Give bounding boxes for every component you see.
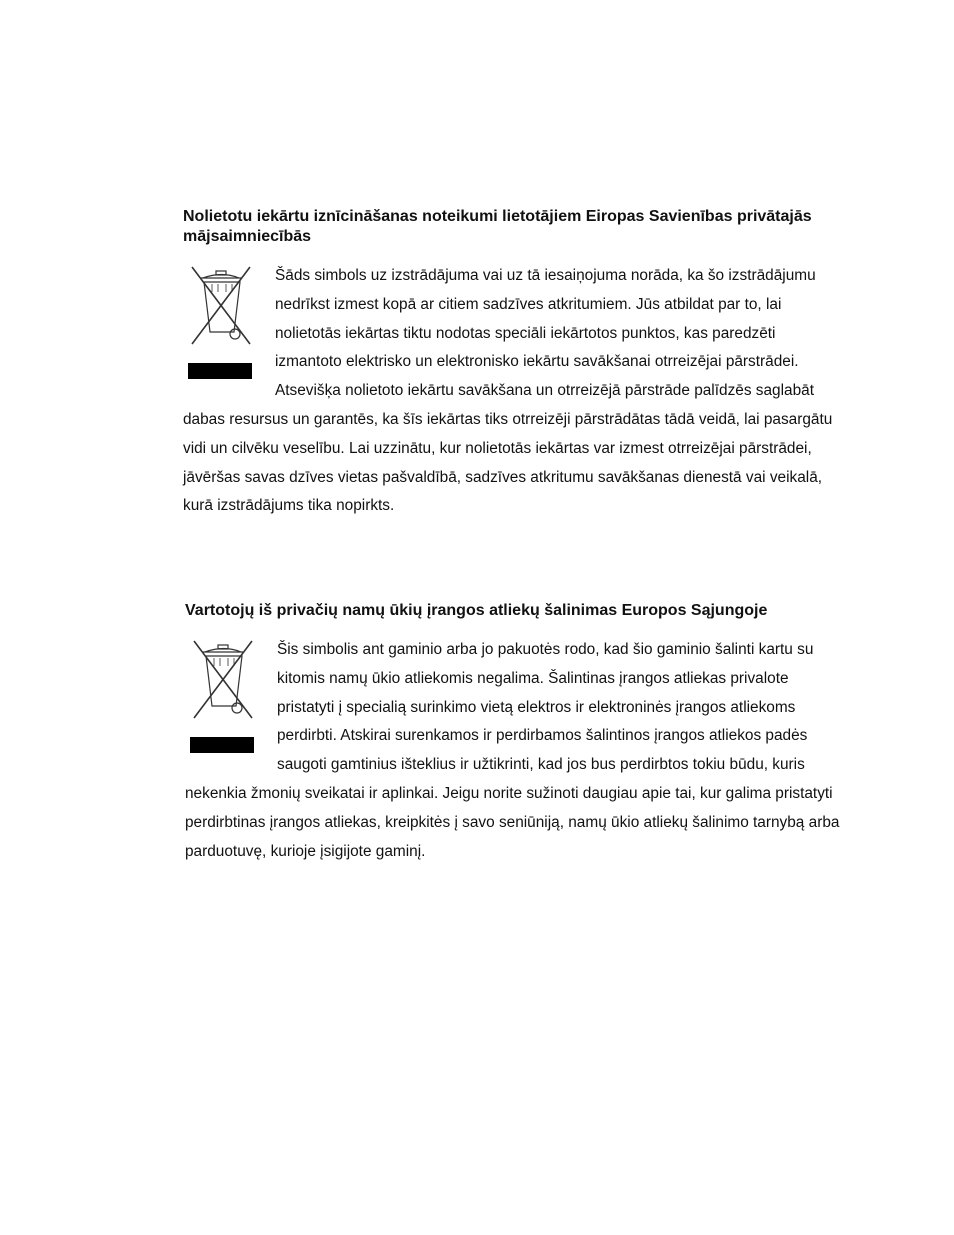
- section-heading: Vartotojų iš privačių namų ūkių įrangos atliekų šalinimas Europos Sąjungoje: [185, 602, 768, 619]
- section-latvian: [183, 207, 843, 521]
- section-body: Šāds simbols uz izstrādājuma vai uz tā iesaiņojuma norāda, ka šo izstrādājumu nedrīkst izmest kopā ar citiem sadzīves atkritumiem. Jūs atbildat par to, lai nolietotās iekārtas tiktu nodotas speciāli iekārtotos punktos, kas paredzēti izmantoto elektrisko un elektronisko iekārtu savākšanai otrreizējai pārstrādei. Atsevišķa nolietoto iekārtu savākšana un otrreizējā pārstrāde palīdzēs saglabāt dabas resursus un garantēs, ka šīs iekārtas tiks otrreizēji pārstrādātas tādā veidā, lai pasargātu vidi un cilvēku veselību. Lai uzzinātu, kur nolietotās iekārtas var izmest otrreizējai pārstrādei, jāvēršas savas dzīves vietas pašvaldībā, sadzīves atkritumu savākšanas dienestā vai veikalā, kurā izstrādājums tika nopirkts.: [183, 267, 833, 515]
- section-heading: Nolietotu iekārtu iznīcināšanas noteikumi lietotājiem Eiropas Savienības privātajās mājsaimniecībās: [183, 208, 812, 245]
- section-body: Šis simbolis ant gaminio arba jo pakuotės rodo, kad šio gaminio šalinti kartu su kitomis namų ūkio atliekomis negalima. Šalintinas įrangos atliekas privalote pristatyti į specialią surinkimo vietą elektros ir elektroninės įrangos atliekoms perdirbti. Atskirai surenkamos ir perdirbamos šalintinos įrangos atliekos padės saugoti gamtinius išteklius ir užtikrinti, kad jos bus perdirbtos tokiu būdu, kuris nekenkia žmonių sveikatai ir aplinkai. Jeigu norite sužinoti daugiau apie tai, kur galima pristatyti perdirbtinas įrangos atliekas, kreipkitės į savo seniūniją, namų ūkio atliekų šalinimo tarnybą arba parduotuvę, kurioje įsigijote gaminį.: [185, 641, 840, 860]
- crossed-out-wheelie-bin-icon: [188, 636, 260, 758]
- crossed-out-wheelie-bin-icon: [186, 262, 258, 384]
- section-lithuanian: [185, 601, 843, 866]
